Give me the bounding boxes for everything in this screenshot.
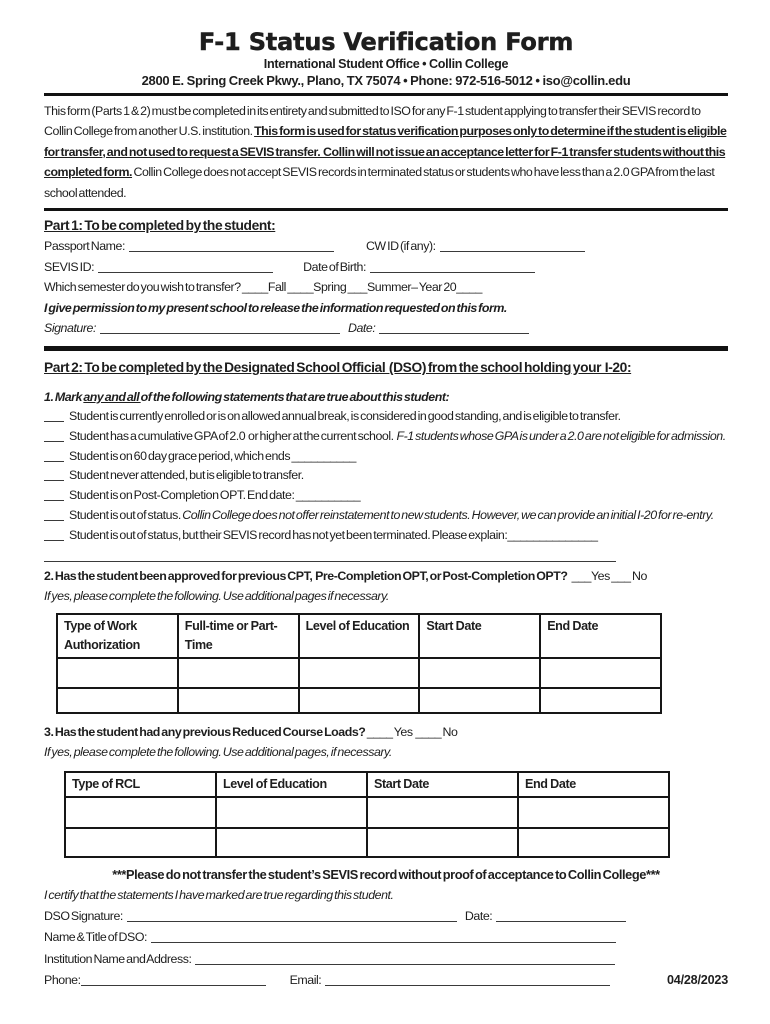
statement-enrolled-blank[interactable]: [44, 410, 64, 422]
statement-grace-period-blank[interactable]: [44, 450, 64, 462]
statement-out-of-status: Student is out of status. Collin College does not offer reinstatement to new students. However, we can provide an initial I-20 for re-entry.: [44, 506, 728, 526]
column-header: Start Date: [419, 614, 540, 658]
dob-label: Date of Birth:: [303, 259, 366, 274]
table-cell[interactable]: [216, 828, 367, 857]
institution-field[interactable]: [195, 952, 615, 965]
table-cell[interactable]: [57, 658, 178, 688]
office-subtitle: International Student Office • Collin College: [263, 57, 509, 71]
explain-continuation-field[interactable]: [44, 546, 616, 562]
question-3-note: If yes, please complete the following. Use additional pages, if necessary.: [44, 744, 392, 759]
column-header: Type of RCL: [65, 772, 216, 797]
question-1: 1. Mark any and all of the following statements that are true about this student:: [44, 390, 450, 404]
rcl-table: [64, 771, 670, 858]
statement-out-of-status-blank[interactable]: [44, 509, 64, 521]
column-header: Start Date: [367, 772, 518, 797]
part1-divider: [44, 346, 728, 351]
statement-opt-blank[interactable]: [44, 489, 64, 501]
table-cell[interactable]: [419, 658, 540, 688]
table-cell[interactable]: [299, 658, 420, 688]
table-row: [57, 688, 661, 713]
column-header: Level of Education: [216, 772, 367, 797]
name-title-line: [44, 927, 728, 949]
cwid-field[interactable]: [440, 239, 585, 252]
sevis-id-field[interactable]: [98, 260, 273, 273]
semester-line[interactable]: Which semester do you wish to transfer? ____Fall ____Spring ___Summer– Year 20____: [44, 280, 482, 295]
part2-heading: Part 2: To be completed by the Designated School Official (DSO) from the school holding your I-20:: [44, 360, 632, 375]
cwid-label: CW ID (if any):: [365, 239, 436, 254]
table-cell[interactable]: [419, 688, 540, 713]
table-cell[interactable]: [299, 688, 420, 713]
table-cell[interactable]: [178, 688, 299, 713]
question-3: 3. Has the student had any previous Reduced Course Loads? ____ Yes ____ No: [44, 724, 458, 739]
phone-email-line: [44, 970, 728, 992]
table-cell[interactable]: [540, 658, 661, 688]
student-signature-field[interactable]: [100, 321, 340, 334]
intro-paragraph: This form (Parts 1 & 2) must be completed in its entirety and submitted to ISO for any F-1 student applying to transfer their SEVIS record to Collin College from another U.S. institution. This form is used for status verification purposes only to determine if the student is eligible for transfer, and not used to request a SEVIS transfer. Collin will not issue an acceptance letter for F-1 transfer students without this completed form. Collin College does not accept SEVIS records in terminated status or students who have less than a 2.0 GPA from the last school attended.: [44, 104, 727, 200]
work-auth-header-row: [57, 614, 661, 658]
column-header: Full-time or Part-Time: [178, 614, 299, 658]
form-title: F-1 Status Verification Form: [198, 28, 574, 56]
statement-gpa-blank[interactable]: [44, 430, 64, 442]
institution-line: [44, 949, 728, 971]
table-cell[interactable]: [57, 688, 178, 713]
table-cell[interactable]: [65, 797, 216, 828]
table-cell[interactable]: [367, 828, 518, 857]
transfer-warning: ***Please do not transfer the student’s SEVIS record without proof of acceptance to Collin College***: [112, 866, 660, 882]
certification-statement: I certify that the statements I have marked are true regarding this student.: [44, 887, 394, 902]
work-authorization-table: [56, 613, 662, 714]
table-cell[interactable]: [65, 828, 216, 857]
contact-line: 2800 E. Spring Creek Pkwy., Plano, TX 75074 • Phone: 972-516-5012 • iso@collin.edu: [141, 73, 631, 88]
question-2-note: If yes, please complete the following. Use additional pages if necessary.: [44, 588, 389, 603]
statement-never-attended: Student never attended, but is eligible to transfer.: [44, 466, 728, 486]
phone-field[interactable]: [81, 973, 266, 986]
header-divider: [44, 93, 728, 96]
part1-heading: Part 1: To be completed by the student:: [44, 218, 276, 234]
table-row: [65, 828, 669, 857]
statement-gpa: Student has a cumulative GPA of 2.0 or higher at the current school. F-1 students whose GPA is under a 2.0 are not eligible for admission.: [44, 427, 728, 447]
statement-never-attended-blank[interactable]: [44, 469, 64, 481]
signature-date-label: Date:: [347, 321, 376, 336]
table-cell[interactable]: [216, 797, 367, 828]
passport-name-label: Passport Name:: [44, 239, 125, 254]
dso-date-label: Date:: [464, 908, 493, 923]
phone-label: Phone:: [44, 973, 81, 988]
dob-field[interactable]: [370, 260, 535, 273]
dso-signature-field[interactable]: [127, 909, 457, 922]
rcl-header-row: [65, 772, 669, 797]
table-cell[interactable]: [518, 797, 669, 828]
signature-label: Signature:: [44, 321, 96, 336]
column-header: Level of Education: [299, 614, 420, 658]
student-signature-line: [44, 318, 728, 339]
intro-divider: [44, 208, 728, 211]
column-header: Type of Work Authorization: [57, 614, 178, 658]
dso-signature-label: DSO Signature:: [44, 908, 123, 923]
statement-not-terminated: Student is out of status, but their SEVIS record has not yet been terminated. Please explain:______________: [44, 526, 728, 546]
statement-post-completion-opt: Student is on Post-Completion OPT. End date: __________: [44, 486, 728, 506]
statement-grace-period: Student is on 60 day grace period, which ends __________: [44, 447, 728, 467]
statement-enrolled: Student is currently enrolled or is on allowed annual break, is considered in good standing, and is eligible to transfer.: [44, 407, 728, 427]
name-title-label: Name & Title of DSO:: [44, 930, 148, 945]
name-title-field[interactable]: [151, 930, 616, 943]
passport-cwid-line: [44, 236, 728, 257]
table-row: [57, 658, 661, 688]
table-row: [65, 797, 669, 828]
column-header: End Date: [518, 772, 669, 797]
email-field[interactable]: [325, 973, 610, 986]
permission-statement: I give permission to my present school to release the information requested on this form.: [44, 300, 507, 315]
sevis-dob-line: [44, 257, 728, 278]
table-cell[interactable]: [540, 688, 661, 713]
passport-name-field[interactable]: [129, 239, 334, 252]
table-cell[interactable]: [518, 828, 669, 857]
revision-date: 04/28/2023: [666, 973, 728, 988]
statement-not-terminated-blank[interactable]: [44, 529, 64, 541]
institution-label: Institution Name and Address:: [44, 951, 192, 966]
column-header: End Date: [540, 614, 661, 658]
question-2: 2. Has the student been approved for previous CPT, Pre-Completion OPT, or Post-Completion OPT? ___Yes ___ No: [44, 568, 647, 583]
dso-signature-line: [44, 906, 728, 928]
dso-date-field[interactable]: [496, 909, 626, 922]
student-date-field[interactable]: [379, 321, 529, 334]
table-cell[interactable]: [367, 797, 518, 828]
email-label: Email:: [289, 973, 322, 988]
sevis-id-label: SEVIS ID:: [44, 259, 95, 274]
table-cell[interactable]: [178, 658, 299, 688]
